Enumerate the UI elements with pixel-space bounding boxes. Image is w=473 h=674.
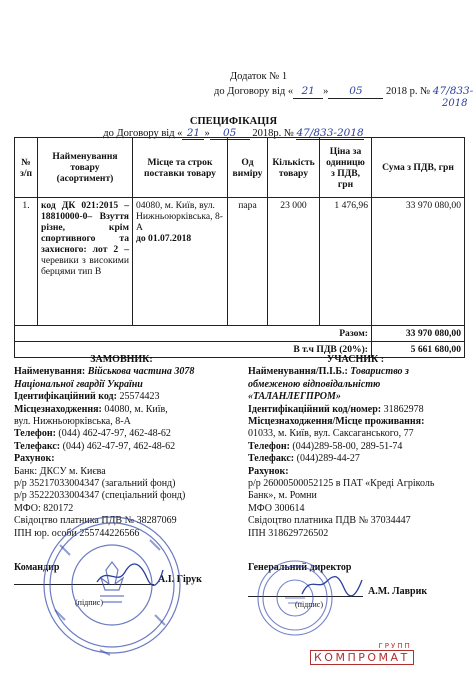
- spec-subtitle: до Договору від « 21 » 05 2018р. № 47/833-2018: [103, 127, 364, 139]
- cell-place: [133, 198, 228, 326]
- annex-month: 05: [328, 84, 383, 99]
- total-row: [15, 326, 465, 342]
- product-description: черевики з високими берцями тип В: [41, 255, 129, 277]
- participant-header: УЧАСНИК :: [326, 354, 385, 365]
- spec-table: [14, 137, 465, 358]
- participant-ipn: ІПН 318629726502: [248, 527, 329, 539]
- customer-account-2: р/р 35222033004347 (спеціальний фонд): [14, 490, 186, 502]
- delivery-date: до 01.07.2018: [136, 233, 192, 244]
- customer-sig-caption: (підпис): [75, 598, 104, 607]
- th-name: Найменування товару (асортимент): [38, 138, 133, 198]
- cell-num: 1.: [15, 198, 38, 326]
- th-sum: Сума з ПДВ, грн: [372, 138, 465, 198]
- table-row: [15, 198, 465, 326]
- participant-name: Товариство з обмеженою відповідальністю «ТАЛАНЛЕГПРОМ»: [248, 366, 409, 403]
- customer-ipn: ІПН юр. особи 255744226566: [14, 527, 140, 539]
- th-qty: Кількість товару: [268, 138, 320, 198]
- customer-mfo: МФО: 820172: [14, 502, 74, 514]
- annex-header: [214, 70, 473, 109]
- participant-signer-name: А.М. Лаврик: [368, 586, 428, 597]
- cell-sum: 33 970 080,00: [372, 198, 465, 326]
- cell-name: [38, 198, 133, 326]
- delivery-address: 04080, м. Київ, вул. Нижньоюрківська, 8-А: [136, 200, 223, 233]
- customer-signature-icon: [95, 562, 165, 590]
- customer-name: Військова частина 3078 Національної гвардії України: [14, 366, 195, 390]
- customer-signer-title: Командир: [14, 562, 60, 573]
- participant-sig-caption: (підпис): [295, 600, 324, 609]
- customer-bank: Банк: ДКСУ м. Києва: [14, 465, 106, 477]
- participant-address: 01033, м. Київ, вул. Саксаганського, 77: [248, 428, 414, 440]
- customer-header: ЗАМОВНИК:: [90, 354, 153, 365]
- annex-number-year: 2018: [442, 98, 468, 109]
- annex-number: 47/833-: [432, 85, 473, 97]
- watermark-top: ГРУПП: [378, 642, 412, 650]
- product-name: код ДК 021:2015 – 18810000-0– Взуття різне, крім спортивного та захисного: лот 2 –: [41, 200, 129, 255]
- cell-price: 1 476,96: [320, 198, 372, 326]
- spec-title: СПЕЦИФІКАЦІЯ: [189, 116, 278, 127]
- participant-account: р/р 26000500052125 в ПАТ «Креді Агріколь Банк», м. Ромни: [248, 478, 435, 502]
- total-label: Разом:: [15, 326, 372, 342]
- customer-id: 25574423: [119, 391, 160, 403]
- annex-line1: Додаток № 1: [230, 71, 288, 82]
- cell-unit: пара: [228, 198, 268, 326]
- customer-fax: (044) 462-47-97, 462-48-62: [62, 440, 176, 452]
- vat-value: 5 661 680,00: [372, 342, 465, 358]
- participant-mfo: МФО 300614: [248, 502, 305, 514]
- total-value: 33 970 080,00: [372, 326, 465, 342]
- watermark-logo: [314, 642, 414, 665]
- th-price: Ціна за одиницю з ПДВ, грн: [320, 138, 372, 198]
- participant-phone: (044)289-58-00, 289-51-74: [292, 440, 403, 452]
- th-num: № з/п: [15, 138, 38, 198]
- participant-signature-icon: [300, 570, 365, 600]
- customer-details: ЗАМОВНИК: Найменування: Військова частина 3078 Національної гвардії України Ідентифікаційний код: 25574423 Місцезнаходження: 04080, м. Київ, вул. Нижньоюрківська, 8-А Телефон: (044) 462-47-97, 462-48-62 Телефакс: (044) 462-47-97, 462-48-62 Рахунок: Банк: ДКСУ м. Києва р/р 35217033004347 (загальний фонд) р/р 35222033004347 (спеціальний фонд) МФО: 820172 Свідоцтво платника ПДВ № 38287069 ІПН юр. особи 255744226566: [14, 354, 229, 540]
- th-unit: Од виміру: [228, 138, 268, 198]
- customer-address: 04080, м. Київ,: [104, 403, 168, 415]
- annex-day: 21: [293, 84, 323, 99]
- subtitle-number: 47/833-2018: [296, 127, 364, 139]
- participant-id: 31862978: [383, 403, 424, 415]
- participant-fax: (044)289-44-27: [296, 453, 360, 465]
- subtitle-day: 21: [182, 127, 204, 140]
- participant-signer-title: Генеральний директор: [248, 562, 352, 573]
- watermark-main: КОМПРОМАТ: [310, 650, 414, 665]
- customer-phone: (044) 462-47-97, 462-48-62: [58, 428, 171, 440]
- customer-vat-cert: Свідоцтво платника ПДВ № 38287069: [14, 515, 177, 527]
- participant-details: УЧАСНИК : Найменування/П.І.Б.: Товариство з обмеженою відповідальністю «ТАЛАНЛЕГПРОМ» Ідентифікаційний код/номер: 31862978 Місцезнаходження/Місце проживання: 01033, м. Київ, вул. Саксаганського, 77 Телефон: (044)289-58-00, 289-51-74 Телефакс: (044)289-44-27 Рахунок: р/р 26000500052125 в ПАТ «Креді Агріколь Банк», м. Ромни МФО 300614 Свідоцтво платника ПДВ № 37034447 ІПН 318629726502: [248, 354, 463, 540]
- subtitle-month: 05: [210, 127, 250, 140]
- th-place: Місце та строк поставки товару: [133, 138, 228, 198]
- customer-signer-name: А.І. Гірук: [158, 574, 202, 585]
- annex-line2: до Договору від « 21 » 05 2018 р. № 47/833-: [214, 85, 473, 97]
- table-header-row: [15, 138, 465, 198]
- customer-account-1: р/р 35217033004347 (загальний фонд): [14, 478, 176, 490]
- participant-vat-cert: Свідоцтво платника ПДВ № 37034447: [248, 515, 411, 527]
- cell-qty: 23 000: [268, 198, 320, 326]
- vat-label: В т.ч ПДВ (20%):: [15, 342, 372, 358]
